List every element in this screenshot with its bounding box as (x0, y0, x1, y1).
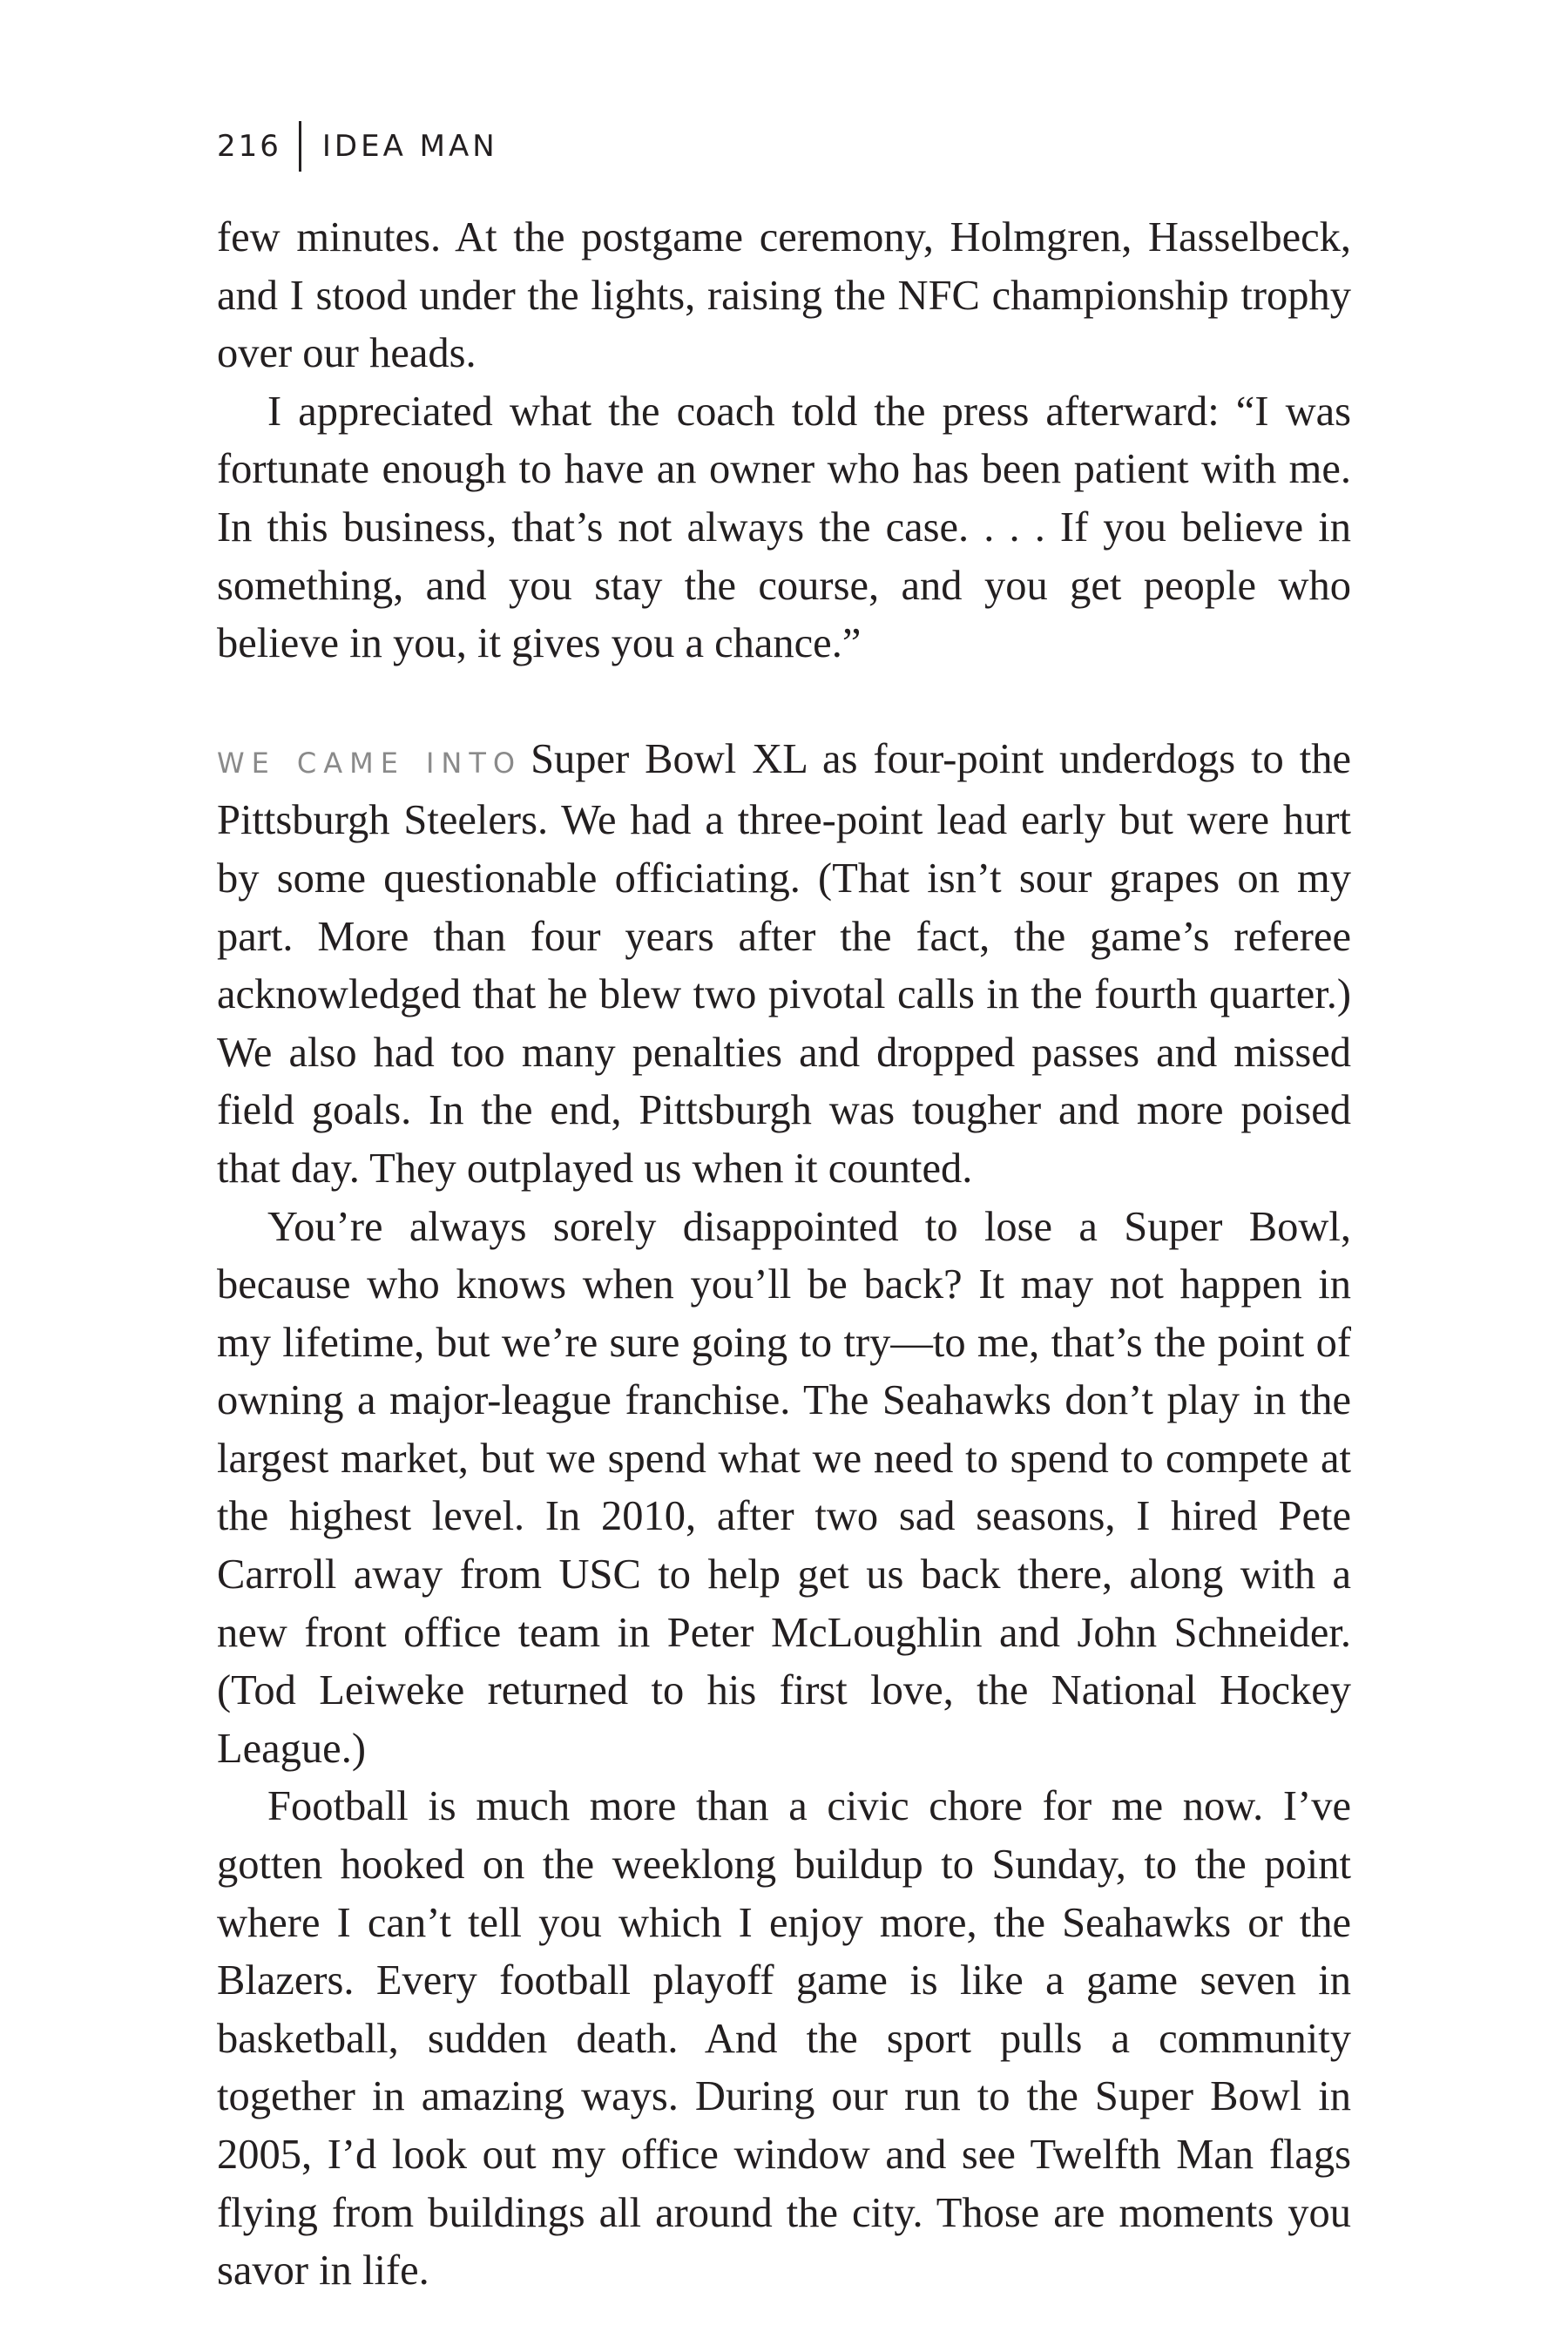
section-lead-in: WE CAME INTO (217, 746, 523, 780)
paragraph-super-bowl (217, 731, 1351, 1199)
running-head (217, 122, 498, 171)
paragraph-coach-quote: I appreciated what the coach told the press afterward: “I was fortunate enough to have an owner who has been patient with me. In this business, that’s not always the case. . . . If you believe in something, and you stay the course, and you get people who believe in you, it gives you a chance.” (217, 388, 1351, 667)
body-text (217, 209, 1351, 2301)
paragraph-super-bowl-text: Super Bowl XL as four-point underdogs to the Pittsburgh Steelers. We had a three-point lead early but were hurt by some questionable officiating. (That isn’t sour grapes on my part. More than four years after the fact, the game’s referee acknowledged that he blew two pivotal calls in the fourth quarter.) We also had too many penalties and dropped passes and missed field goals. In the end, Pittsburgh was tougher and more poised that day. They outplayed us when it counted. (217, 735, 1352, 1192)
header-divider (299, 121, 301, 172)
paragraph-football: Football is much more than a civic chore for me now. I’ve gotten hooked on the weeklong buildup to Sunday, to the point where I can’t tell you which I enjoy more, the Seahawks or the Blazers. Every football playoff game is like a game seven in basketball, sudden death. And the sport pulls a community together in amazing ways. During our run to the Super Bowl in 2005, I’d look out my office window and see Twelfth Man flags flying from buildings all around the city. Those are moments you savor in life. (217, 1783, 1351, 2295)
paragraph-disappointment: You’re always sorely disappointed to lose a Super Bowl, because who knows when you’ll be back? It may not happen in my lifetime, but we’re sure going to try—to me, that’s the point of owning a major-league franchise. The Seahawks don’t play in the largest market, but we spend what we need to spend to compete at the highest level. In 2010, after two sad seasons, I hired Pete Carroll away from USC to help get us back there, along with a new front office team in Peter McLoughlin and John Schneider. (Tod Leiweke returned to his first love, the National Hockey League.) (217, 1203, 1351, 1772)
page-number: 216 (217, 129, 281, 164)
paragraph-continuation: few minutes. At the postgame ceremony, Holmgren, Hasselbeck, and I stood under the lights, raising the NFC championship trophy over our heads. (217, 214, 1351, 377)
book-title: IDEA MAN (321, 129, 498, 164)
